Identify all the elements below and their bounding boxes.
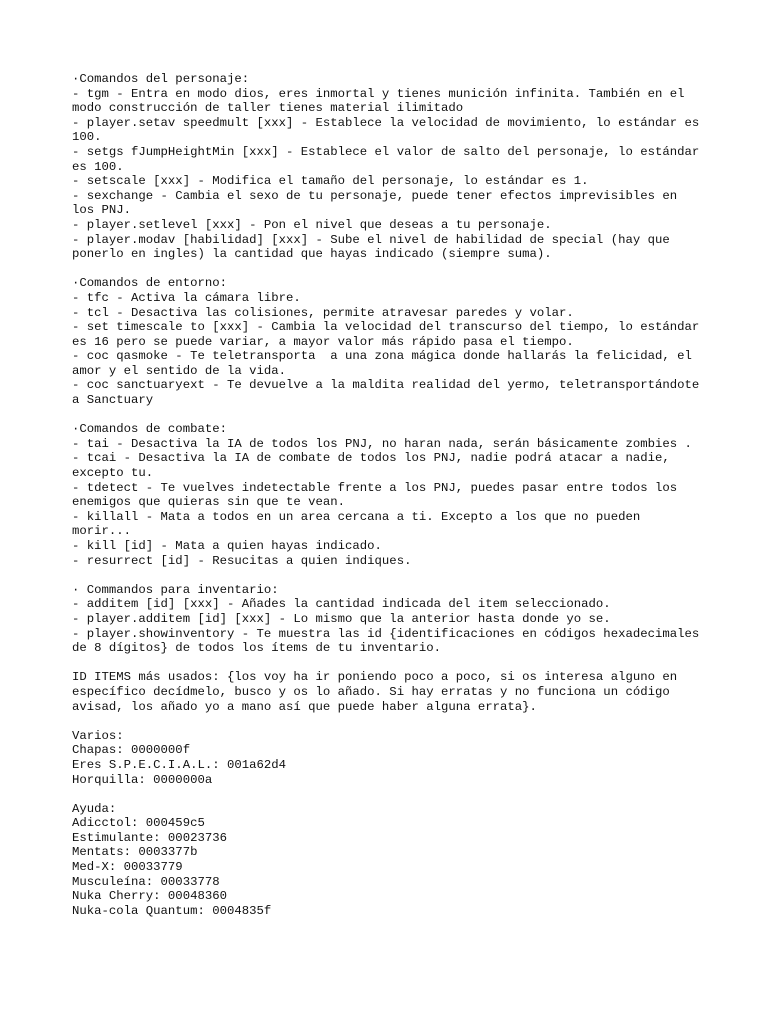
command-speedmult: - player.setav speedmult [xxx] - Establece la velocidad de movimiento, lo estándar es 100. xyxy=(72,115,707,145)
command-additem: - additem [id] [xxx] - Añades la cantidad indicada del item seleccionado. xyxy=(72,597,611,612)
command-player-additem: - player.additem [id] [xxx] - Lo mismo que la anterior hasta donde yo se. xyxy=(72,611,611,626)
command-jumpheight: - setgs fJumpHeightMin [xxx] - Establece el valor de salto del personaje, lo estándar es 100. xyxy=(72,144,707,174)
item-code: Mentats: 0003377b xyxy=(72,845,198,860)
command-showinventory: - player.showinventory - Te muestra las id {identificaciones en códigos hexadecimales de 8 dígitos} de todos los ítems de tu inventario. xyxy=(72,626,707,656)
command-setlevel: - player.setlevel [xxx] - Pon el nivel que deseas a tu personaje. xyxy=(72,217,552,232)
section-comandos-personaje xyxy=(72,72,707,262)
command-timescale: - set timescale to [xxx] - Cambia la velocidad del transcurso del tiempo, lo estándar es 16 pero se puede variar, a mayor valor más rápido pasa el tiempo. xyxy=(72,320,707,349)
id-items-paragraph: ID ITEMS más usados: {los voy ha ir poniendo poco a poco, si os interesa alguno en específico decídmelo, busco y os lo añado. Si hay erratas y no funciona un código avisad, los añado yo a mano así que puede haber alguna errata}. xyxy=(72,670,685,714)
item-code: Musculeína: 00033778 xyxy=(72,874,220,889)
command-sexchange: - sexchange - Cambia el sexo de tu personaje, puede tener efectos imprevisibles en los PNJ. xyxy=(72,188,685,218)
command-tcl: - tcl - Desactiva las colisiones, permite atravesar paredes y volar. xyxy=(72,305,574,320)
section-heading: ·Comandos del personaje: xyxy=(72,72,250,86)
section-varios xyxy=(72,729,702,787)
section-heading: Varios: xyxy=(72,728,124,743)
section-ayuda xyxy=(72,802,702,919)
item-code: Med-X: 00033779 xyxy=(72,860,183,875)
command-qasmoke: - coc qasmoke - Te teletransporta a una zona mágica donde hallarás la felicidad, el amor y el sentido de la vida. xyxy=(72,349,700,378)
item-code: Horquilla: 0000000a xyxy=(72,772,213,787)
command-tcai: - tcai - Desactiva la IA de combate de todos los PNJ, nadie podrá atacar a nadie, excepto tu. xyxy=(72,451,678,481)
command-killall: - killall - Mata a todos en un area cercana a ti. Excepto a los que no pueden morir... xyxy=(72,509,648,539)
command-kill: - kill [id] - Mata a quien hayas indicado. xyxy=(72,539,382,553)
document-page xyxy=(72,72,707,933)
section-heading: ·Comandos de entorno: xyxy=(72,276,227,291)
item-code: Nuka Cherry: 00048360 xyxy=(72,889,227,904)
command-tai: - tai - Desactiva la IA de todos los PNJ, no haran nada, serán básicamente zombies . xyxy=(72,436,692,451)
item-code: Chapas: 0000000f xyxy=(72,743,191,758)
command-tgm: - tgm - Entra en modo dios, eres inmortal y tienes munición infinita. También en el modo construcción de taller tienes material ilimitado xyxy=(72,86,692,116)
command-sanctuaryext: - coc sanctuaryext - Te devuelve a la maldita realidad del yermo, teletransportándote a Sanctuary xyxy=(72,378,707,408)
section-heading: · Commandos para inventario: xyxy=(72,582,279,597)
item-code: Nuka-cola Quantum: 0004835f xyxy=(72,903,272,918)
command-setscale: - setscale [xxx] - Modifica el tamaño del personaje, lo estándar es 1. xyxy=(72,174,589,189)
section-comandos-combate xyxy=(72,422,702,568)
command-tfc: - tfc - Activa la cámara libre. xyxy=(72,290,301,305)
section-heading: Ayuda: xyxy=(72,801,117,816)
section-comandos-inventario xyxy=(72,582,707,656)
section-id-items xyxy=(72,670,702,714)
item-code: Adicctol: 000459c5 xyxy=(72,816,205,831)
command-tdetect: - tdetect - Te vuelves indetectable frente a los PNJ, puedes pasar entre todos los enemigos que quieras sin que te vean. xyxy=(72,480,685,510)
section-heading: ·Comandos de combate: xyxy=(72,422,227,437)
command-modav: - player.modav [habilidad] [xxx] - Sube el nivel de habilidad de special (hay que ponerlo en ingles) la cantidad que hayas indicado (siempre suma). xyxy=(72,232,678,262)
item-code: Eres S.P.E.C.I.A.L.: 001a62d4 xyxy=(72,757,287,772)
item-code: Estimulante: 00023736 xyxy=(72,830,227,845)
section-comandos-entorno xyxy=(72,276,707,408)
command-resurrect: - resurrect [id] - Resucitas a quien indiques. xyxy=(72,553,412,568)
